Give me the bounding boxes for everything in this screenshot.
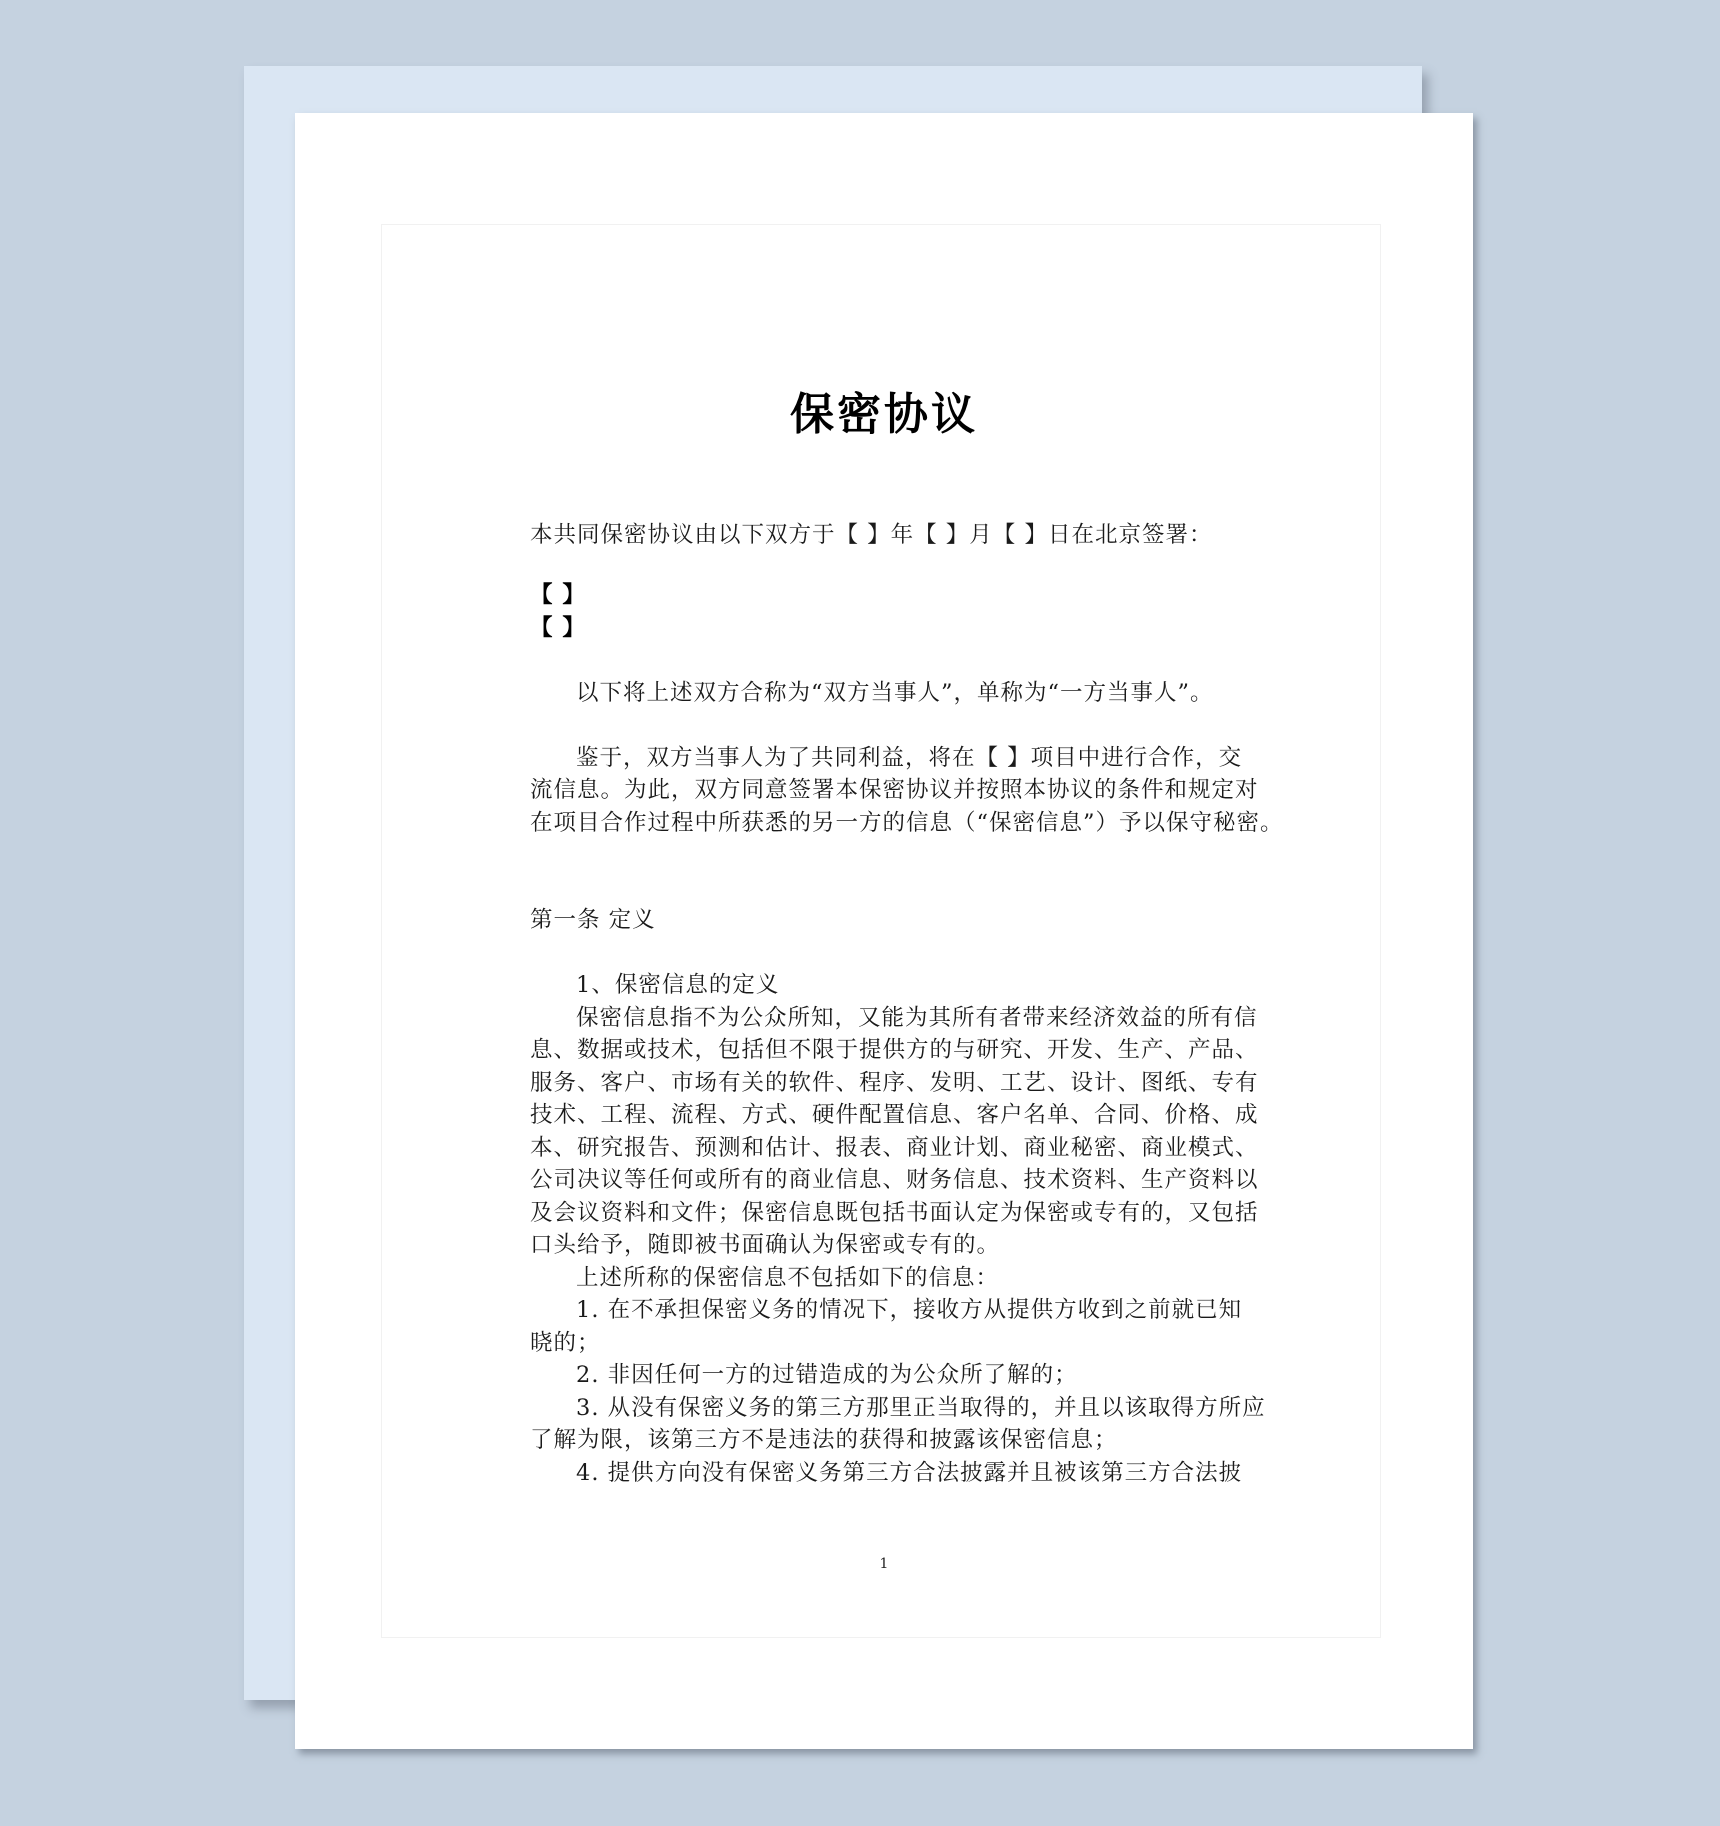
definition-line-8: 口头给予，随即被书面确认为保密或专有的。 bbox=[530, 1232, 1001, 1258]
definition-line-1: 保密信息指不为公众所知，又能为其所有者带来经济效益的所有信 bbox=[576, 1005, 1258, 1031]
intro-line: 本共同保密协议由以下双方于【 】年【 】月【 】日在北京签署： bbox=[530, 522, 1213, 548]
exclusion-2-line-1: 2. 非因任何一方的过错造成的为公众所了解的； bbox=[576, 1362, 1078, 1388]
whereas-line-3: 在项目合作过程中所获悉的另一方的信息（“保密信息”）予以保守秘密。 bbox=[530, 810, 1284, 836]
definition-line-5: 本、研究报告、预测和估计、报表、商业计划、商业秘密、商业模式、 bbox=[530, 1135, 1259, 1161]
exclusion-intro: 上述所称的保密信息不包括如下的信息： bbox=[576, 1265, 1000, 1291]
definition-line-4: 技术、工程、流程、方式、硬件配置信息、客户名单、合同、价格、成 bbox=[530, 1102, 1259, 1128]
document-title: 保密协议 bbox=[790, 389, 978, 440]
page-number: 1 bbox=[879, 1556, 889, 1572]
definition-line-7: 及会议资料和文件；保密信息既包括书面认定为保密或专有的，又包括 bbox=[530, 1200, 1259, 1226]
definition-line-2: 息、数据或技术，包括但不限于提供方的与研究、开发、生产、产品、 bbox=[530, 1037, 1259, 1063]
document-page bbox=[295, 113, 1473, 1749]
exclusion-1-line-1: 1. 在不承担保密义务的情况下，接收方从提供方收到之前就已知 bbox=[576, 1297, 1243, 1323]
naming-paragraph: 以下将上述双方合称为“双方当事人”，单称为“一方当事人”。 bbox=[576, 680, 1214, 706]
exclusion-1-line-2: 晓的； bbox=[530, 1330, 601, 1356]
party-placeholder-1: 【 】 bbox=[530, 582, 586, 608]
definition-line-3: 服务、客户、市场有关的软件、程序、发明、工艺、设计、图纸、专有 bbox=[530, 1070, 1259, 1096]
definition-line-6: 公司决议等任何或所有的商业信息、财务信息、技术资料、生产资料以 bbox=[530, 1167, 1259, 1193]
whereas-line-2: 流信息。为此，双方同意签署本保密协议并按照本协议的条件和规定对 bbox=[530, 777, 1259, 803]
whereas-line-1: 鉴于，双方当事人为了共同利益，将在【 】项目中进行合作，交 bbox=[576, 745, 1243, 771]
party-placeholder-2: 【 】 bbox=[530, 615, 586, 641]
article-1-subheading: 1、保密信息的定义 bbox=[576, 972, 780, 998]
exclusion-3-line-1: 3. 从没有保密义务的第三方那里正当取得的，并且以该取得方所应 bbox=[576, 1395, 1266, 1421]
exclusion-4-line-1: 4. 提供方向没有保密义务第三方合法披露并且被该第三方合法披 bbox=[576, 1460, 1243, 1486]
article-1-heading: 第一条 定义 bbox=[530, 907, 656, 933]
exclusion-3-line-2: 了解为限，该第三方不是违法的获得和披露该保密信息； bbox=[530, 1427, 1118, 1453]
